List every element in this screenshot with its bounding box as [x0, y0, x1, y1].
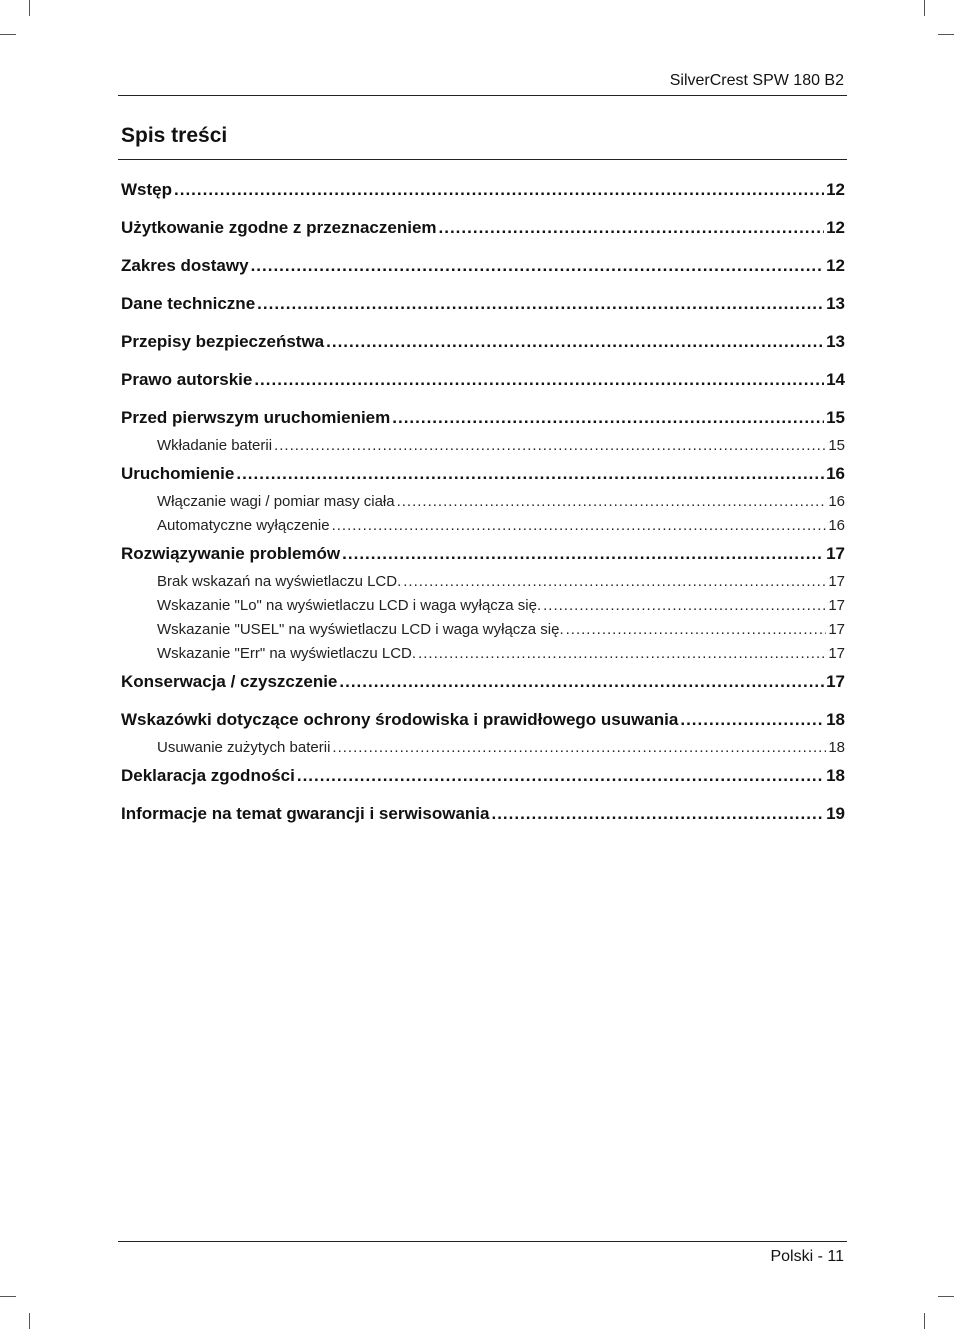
- toc-entry[interactable]: [121, 802, 845, 826]
- toc-leader-dots: [332, 514, 827, 538]
- toc-entry[interactable]: [121, 462, 845, 486]
- toc-entry[interactable]: [121, 254, 845, 278]
- toc-subentry-title: Wkładanie baterii: [157, 437, 273, 454]
- toc-page-number: 17: [828, 621, 845, 638]
- toc-leader-dots: [680, 708, 824, 732]
- toc-subentry-title: Usuwanie zużytych baterii: [157, 739, 331, 756]
- crop-mark: [938, 34, 954, 35]
- toc-subentry[interactable]: [121, 594, 845, 618]
- toc-leader-dots: [418, 642, 826, 666]
- toc-page-number: 17: [828, 573, 845, 590]
- toc-leader-dots: [392, 406, 824, 430]
- toc-leader-dots: [257, 292, 824, 316]
- toc-page-number: 15: [826, 408, 845, 427]
- toc-entry-title: Prawo autorskie: [121, 370, 253, 389]
- crop-mark: [29, 0, 30, 16]
- toc-subentry[interactable]: [121, 570, 845, 594]
- toc-leader-dots: [339, 670, 824, 694]
- toc-entry[interactable]: [121, 330, 845, 354]
- toc-subentry[interactable]: [121, 618, 845, 642]
- toc-entry-title: Konserwacja / czyszczenie: [121, 672, 338, 691]
- toc-entry-title: Informacje na temat gwarancji i serwisowania: [121, 804, 490, 823]
- toc-page-number: 12: [826, 218, 845, 237]
- toc-page-number: 16: [828, 517, 845, 534]
- toc-leader-dots: [332, 736, 826, 760]
- footer-rule: [118, 1241, 847, 1242]
- toc-entry-title: Przepisy bezpieczeństwa: [121, 332, 325, 351]
- toc-leader-dots: [403, 570, 826, 594]
- toc-entry[interactable]: [121, 708, 845, 732]
- toc-subentry-title: Wskazanie "Err" na wyświetlaczu LCD.: [157, 645, 417, 662]
- toc-page-number: 16: [826, 464, 845, 483]
- toc-page-number: 15: [828, 437, 845, 454]
- toc-leader-dots: [174, 178, 824, 202]
- toc-page-number: 12: [826, 180, 845, 199]
- crop-mark: [924, 0, 925, 16]
- running-header: SilverCrest SPW 180 B2: [669, 72, 844, 89]
- toc-subentry[interactable]: [121, 434, 845, 458]
- toc-page-number: 18: [826, 766, 845, 785]
- crop-mark: [29, 1313, 30, 1329]
- toc-page-number: 12: [826, 256, 845, 275]
- toc-leader-dots: [326, 330, 824, 354]
- toc-page-number: 16: [828, 493, 845, 510]
- toc-entry[interactable]: [121, 542, 845, 566]
- toc-subentry-title: Automatyczne wyłączenie: [157, 517, 330, 534]
- toc-entry[interactable]: [121, 178, 845, 202]
- toc-leader-dots: [236, 462, 824, 486]
- toc-entry-title: Rozwiązywanie problemów: [121, 544, 341, 563]
- toc-entry[interactable]: [121, 764, 845, 788]
- header-rule: [118, 95, 847, 96]
- toc-entry[interactable]: [121, 216, 845, 240]
- toc-entry[interactable]: [121, 368, 845, 392]
- toc-page-number: 14: [826, 370, 845, 389]
- toc-leader-dots: [491, 802, 824, 826]
- toc-subentry[interactable]: [121, 736, 845, 760]
- toc-page-number: 17: [826, 672, 845, 691]
- crop-mark: [0, 34, 16, 35]
- toc-page-number: 13: [826, 294, 845, 313]
- toc-subentry[interactable]: [121, 642, 845, 666]
- toc-leader-dots: [397, 490, 827, 514]
- toc-entry-title: Uruchomienie: [121, 464, 235, 483]
- toc-page-number: 17: [828, 597, 845, 614]
- toc-entry-title: Przed pierwszym uruchomieniem: [121, 408, 391, 427]
- toc-subentry[interactable]: [121, 490, 845, 514]
- toc-subentry-title: Wskazanie "Lo" na wyświetlaczu LCD i waga wyłącza się.: [157, 597, 542, 614]
- toc-page-number: 18: [826, 710, 845, 729]
- toc-leader-dots: [439, 216, 825, 240]
- toc-entry-title: Dane techniczne: [121, 294, 256, 313]
- toc-subentry-title: Brak wskazań na wyświetlaczu LCD.: [157, 573, 402, 590]
- toc-page-number: 19: [826, 804, 845, 823]
- page-footer: Polski - 11: [770, 1248, 844, 1265]
- toc-entry-title: Zakres dostawy: [121, 256, 249, 275]
- toc-leader-dots: [274, 434, 826, 458]
- toc-page-number: 18: [828, 739, 845, 756]
- toc-subentry[interactable]: [121, 514, 845, 538]
- toc-leader-dots: [251, 254, 825, 278]
- toc-leader-dots: [566, 618, 827, 642]
- toc-entry-title: Wstęp: [121, 180, 172, 199]
- toc-leader-dots: [543, 594, 826, 618]
- toc-entry-title: Deklaracja zgodności: [121, 766, 295, 785]
- page-title: Spis treści: [121, 124, 228, 147]
- toc-subentry-title: Wskazanie "USEL" na wyświetlaczu LCD i waga wyłącza się.: [157, 621, 564, 638]
- toc-leader-dots: [254, 368, 824, 392]
- toc-entry[interactable]: [121, 406, 845, 430]
- title-rule: [118, 159, 847, 160]
- toc-entry[interactable]: [121, 670, 845, 694]
- crop-mark: [924, 1313, 925, 1329]
- crop-mark: [0, 1296, 16, 1297]
- toc-entry-title: Użytkowanie zgodne z przeznaczeniem: [121, 218, 437, 237]
- toc-page-number: 13: [826, 332, 845, 351]
- table-of-contents: [121, 178, 845, 840]
- toc-entry-title: Wskazówki dotyczące ochrony środowiska i prawidłowego usuwania: [121, 710, 679, 729]
- toc-page-number: 17: [828, 645, 845, 662]
- toc-leader-dots: [342, 542, 824, 566]
- crop-mark: [938, 1296, 954, 1297]
- toc-page-number: 17: [826, 544, 845, 563]
- toc-entry[interactable]: [121, 292, 845, 316]
- toc-subentry-title: Włączanie wagi / pomiar masy ciała: [157, 493, 395, 510]
- toc-leader-dots: [297, 764, 824, 788]
